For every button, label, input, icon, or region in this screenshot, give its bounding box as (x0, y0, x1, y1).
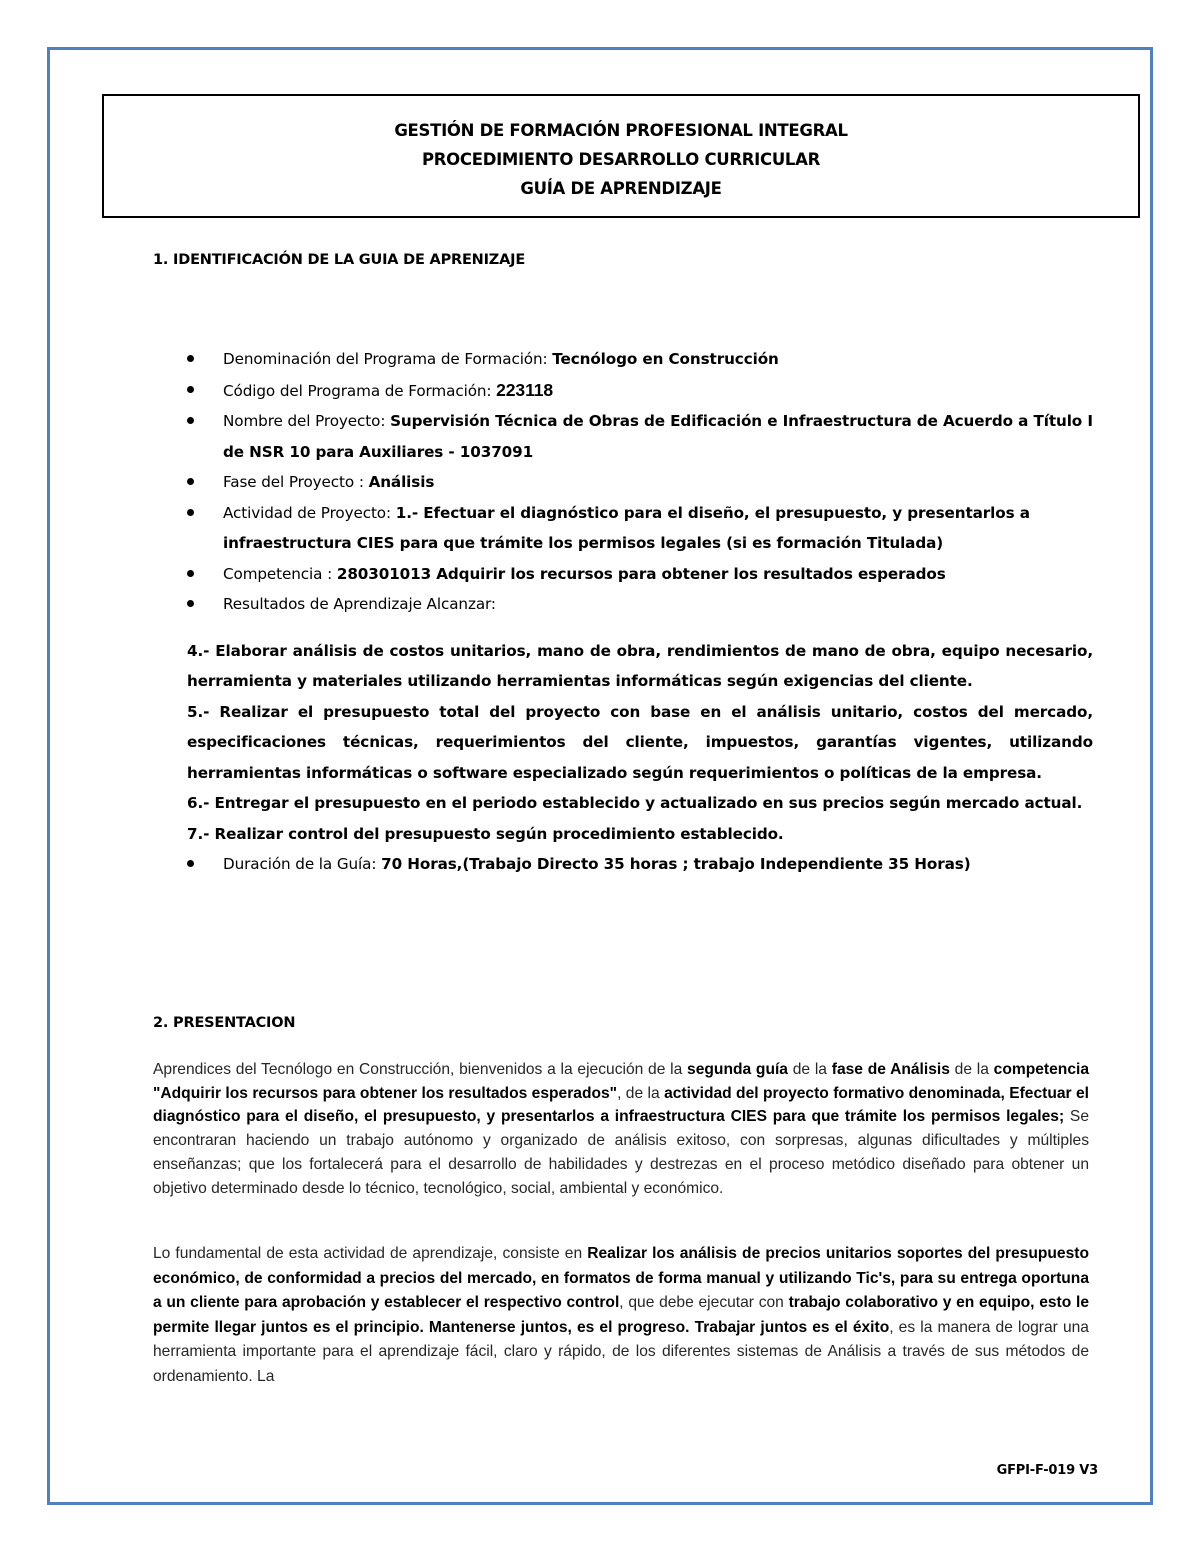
header-title-line1: GESTIÓN DE FORMACIÓN PROFESIONAL INTEGRAL (394, 121, 848, 140)
list-item: Nombre del Proyecto: Supervisión Técnica de Obras de Edificación e Infraestructura de Acuerdo a Título I de NSR 10 para Auxiliares - 1037091 (153, 406, 1093, 467)
form-code: GFPI-F-019 V3 (996, 1463, 1098, 1478)
list-item: Actividad de Proyecto: 1.- Efectuar el diagnóstico para el diseño, el presupuesto, y presentarlos a infraestructura CIES para que trámite los permisos legales (si es formación Titulada) (153, 498, 1093, 559)
bullet-icon (187, 386, 194, 393)
result-item: 6.- Entregar el presupuesto en el periodo establecido y actualizado en sus precios según mercado actual. (187, 794, 1083, 812)
list-item: Duración de la Guía: 70 Horas,(Trabajo Directo 35 horas ; trabajo Independiente 35 Horas) (153, 849, 1093, 880)
presentation-paragraph-1: Aprendices del Tecnólogo en Construcción, bienvenidos a la ejecución de la segunda guía de la fase de Análisis de la competencia "Adquirir los recursos para obtener los resultados esperados", de la actividad del proyecto formativo denominada, Efectuar el diagnóstico para el diseño, el presupuesto, y presentarlos a infraestructura CIES para que trámite los permisos legales; Se encontraran haciendo un trabajo autónomo y organizado de análisis exitoso, con sorpresas, algunas dificultades y múltiples enseñanzas; que los fortalecerá para el desarrollo de habilidades y destrezas en el proceso metódico diseñado para obtener un objetivo determinado desde lo técnico, tecnológico, social, ambiental y económico. (153, 1061, 1090, 1197)
learning-results (153, 636, 1093, 850)
identification-list (153, 344, 1093, 880)
bullet-icon (187, 417, 194, 424)
section2-title: 2. PRESENTACION (153, 1015, 296, 1031)
bullet-icon (187, 600, 194, 607)
bullet-icon (187, 509, 194, 516)
list-item: Fase del Proyecto : Análisis (153, 467, 1093, 498)
result-item: 7.- Realizar control del presupuesto según procedimiento establecido. (187, 824, 784, 843)
result-item: 4.- Elaborar análisis de costos unitarios, mano de obra, rendimientos de mano de obra, equipo necesario, herramienta y materiales utilizando herramientas informáticas según exigencias del cliente. (187, 641, 1093, 690)
bullet-icon (187, 478, 194, 485)
section1-title: 1. IDENTIFICACIÓN DE LA GUIA DE APRENIZAJE (153, 252, 526, 268)
list-item: Competencia : 280301013 Adquirir los recursos para obtener los resultados esperados (153, 559, 1093, 590)
bullet-icon (187, 860, 194, 867)
result-item: 5.- Realizar el presupuesto total del proyecto con base en el análisis unitario, costos del mercado, especificaciones técnicas, requerimientos del cliente, impuestos, garantías vigentes, utilizando herramientas informáticas o software especializado según requerimientos o políticas de la empresa. (187, 702, 1093, 782)
bullet-icon (187, 570, 194, 577)
list-item: Código del Programa de Formación: 223118 (153, 375, 1093, 407)
list-item: Denominación del Programa de Formación: Tecnólogo en Construcción (153, 344, 1093, 375)
presentation-paragraph-2: Lo fundamental de esta actividad de aprendizaje, consiste en Realizar los análisis de precios unitarios soportes del presupuesto económico, de conformidad a precios del mercado, en formatos de forma manual y utilizando Tic's, para su entrega oportuna a un cliente para aprobación y establecer el respectivo control, que debe ejecutar con trabajo colaborativo y en equipo, esto le permite llegar juntos es el principio. Mantenerse juntos, es el progreso. Trabajar juntos es el éxito, es la manera de lograr una herramienta importante para el aprendizaje fácil, claro y rápido, de los diferentes sistemas de Análisis a través de sus métodos de ordenamiento. La (153, 1245, 1089, 1385)
header-title-line3: GUÍA DE APRENDIZAJE (520, 179, 722, 198)
bullet-icon (187, 355, 194, 362)
document-header (102, 94, 1140, 218)
list-item: Resultados de Aprendizaje Alcanzar: (153, 589, 1093, 620)
header-title-line2: PROCEDIMIENTO DESARROLLO CURRICULAR (421, 150, 821, 169)
